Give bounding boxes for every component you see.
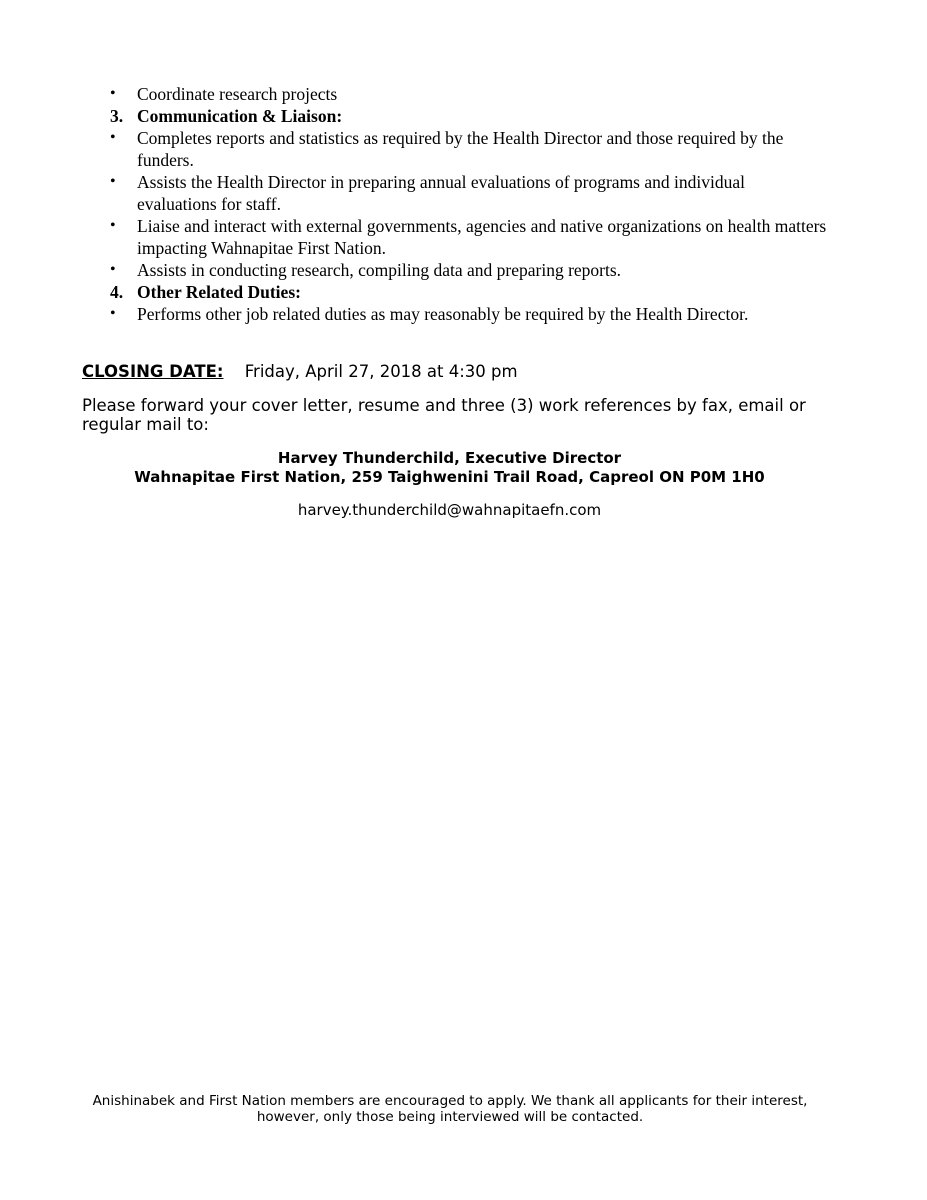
list-item xyxy=(108,215,828,259)
bullet-marker: • xyxy=(110,173,116,190)
closing-date-label: CLOSING DATE: xyxy=(82,362,224,381)
contact-address: Wahnapitae First Nation, 259 Taighwenini Trail Road, Capreol ON P0M 1H0 xyxy=(134,468,765,486)
list-item-text: Assists the Health Director in preparing annual evaluations of programs and individual evaluations for staff. xyxy=(137,172,745,214)
bullet-marker: • xyxy=(110,217,116,234)
list-item-text: Performs other job related duties as may reasonably be required by the Health Director. xyxy=(137,304,749,324)
application-instructions: Please forward your cover letter, resume and three (3) work references by fax, email or regular mail to: xyxy=(82,396,806,434)
list-item-text: Coordinate research projects xyxy=(137,84,338,104)
section-number: 3. xyxy=(110,106,124,126)
list-item xyxy=(108,83,828,105)
list-item-text: Completes reports and statistics as required by the Health Director and those required by the funders. xyxy=(137,128,784,170)
section-heading-text: Other Related Duties: xyxy=(137,282,301,302)
section-number: 4. xyxy=(110,282,124,302)
list-item xyxy=(108,127,828,171)
section-heading-text: Communication & Liaison: xyxy=(137,106,343,126)
footer-note xyxy=(60,1093,840,1125)
footer-line: however, only those being interviewed will be contacted. xyxy=(256,1109,644,1125)
list-item-text: Assists in conducting research, compiling data and preparing reports. xyxy=(137,260,622,280)
section-heading xyxy=(108,281,828,303)
footer-line: Anishinabek and First Nation members are encouraged to apply. We thank all applicants for their interest, xyxy=(92,1093,808,1109)
list-item xyxy=(108,303,828,325)
list-item xyxy=(108,171,828,215)
duties-list xyxy=(108,83,828,325)
contact-name: Harvey Thunderchild, Executive Director xyxy=(277,449,622,467)
contact-email[interactable]: harvey.thunderchild@wahnapitaefn.com xyxy=(297,501,602,519)
section-heading xyxy=(108,105,828,127)
bullet-marker: • xyxy=(110,85,116,102)
list-item xyxy=(108,259,828,281)
closing-date xyxy=(82,361,518,383)
bullet-marker: • xyxy=(110,261,116,278)
closing-date-value: Friday, April 27, 2018 at 4:30 pm xyxy=(244,362,518,381)
bullet-marker: • xyxy=(110,305,116,322)
contact-address-block xyxy=(82,449,817,487)
bullet-marker: • xyxy=(110,129,116,146)
list-item-text: Liaise and interact with external governments, agencies and native organizations on health matters impacting Wahnapitae First Nation. xyxy=(137,216,827,258)
